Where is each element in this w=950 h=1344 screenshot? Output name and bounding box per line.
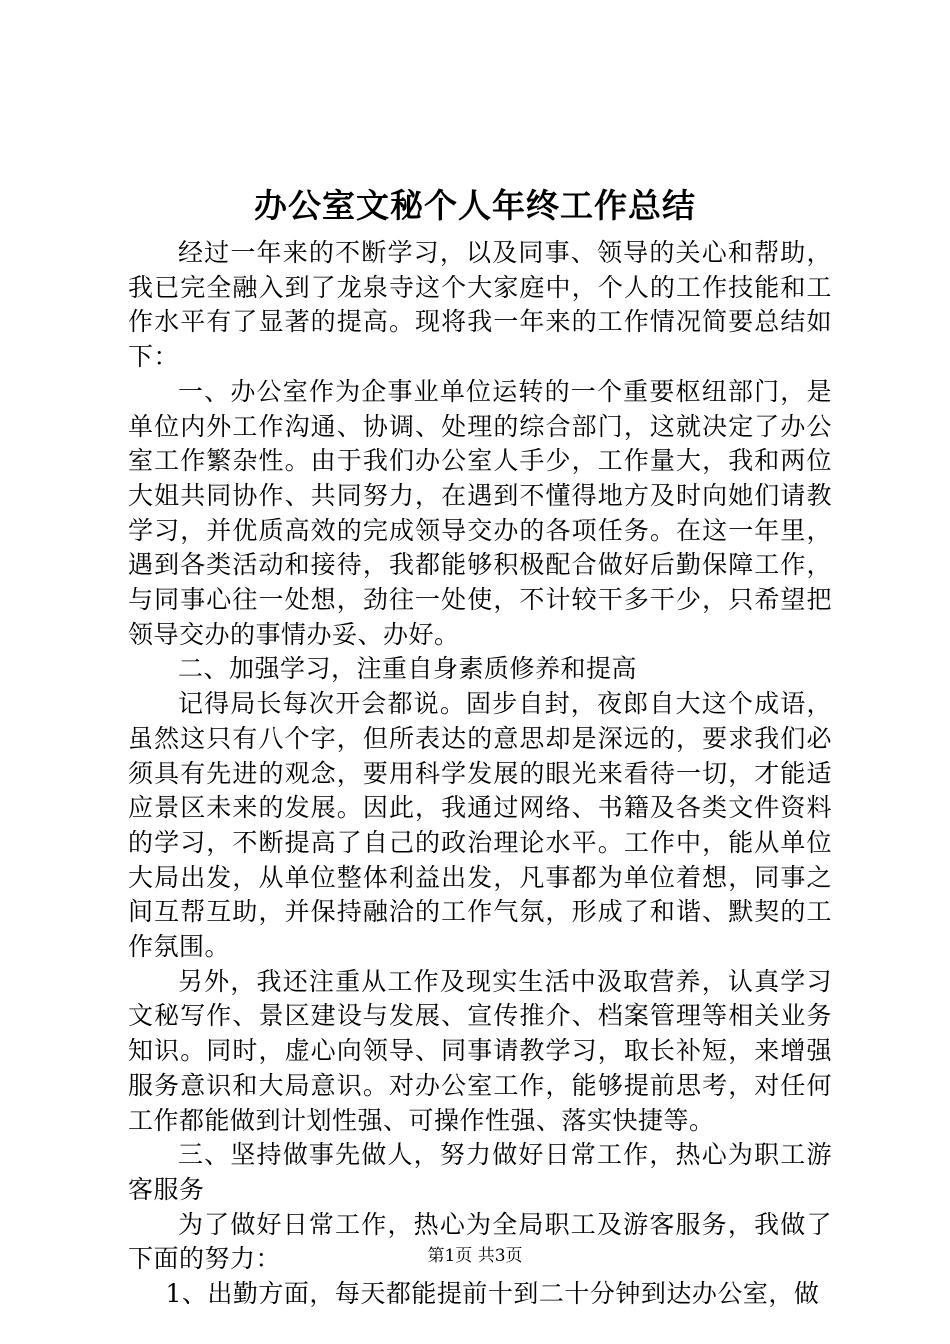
paragraph-intro: 经过一年来的不断学习，以及同事、领导的关心和帮助，我已完全融入到了龙泉寺这个大家庭中，个人的工作技能和工作水平有了显著的提高。现将我一年来的工作情况简要总结如下：: [128, 238, 832, 372]
paragraph-additional: 另外，我还注重从工作及现实生活中汲取营养，认真学习文秘写作、景区建设与发展、宣传推介、档案管理等相关业务知识。同时，虚心向领导、同事请教学习，取长补短，来增强服务意识和大局意识。对办公室工作，能够提前思考，对任何工作都能做到计划性强、可操作性强、落实快捷等。: [128, 966, 832, 1135]
document-body: [128, 236, 832, 1312]
page-footer: 第1页 共3页: [427, 1246, 523, 1266]
document-title: 办公室文秘个人年终工作总结: [254, 186, 696, 225]
paragraph-section-three-heading: 三、坚持做事先做人，努力做好日常工作，热心为职工游客服务: [128, 1140, 832, 1204]
paragraph-item-one: 1、出勤方面，每天都能提前十到二十分钟到达办公室，做: [165, 1279, 820, 1309]
paragraph-section-two-body: 记得局长每次开会都说。固步自封，夜郎自大这个成语，虽然这只有八个字，但所表达的意思却是深远的，要求我们必须具有先进的观念，要用科学发展的眼光来看待一切，才能适应景区未来的发展。因此，我通过网络、书籍及各类文件资料的学习，不断提高了自己的政治理论水平。工作中，能从单位大局出发，从单位整体利益出发，凡事都为单位着想，同事之间互帮互助，并保持融洽的工作气氛，形成了和谐、默契的工作氛围。: [128, 689, 832, 962]
paragraph-section-one: 一、办公室作为企事业单位运转的一个重要枢纽部门，是单位内外工作沟通、协调、处理的综合部门，这就决定了办公室工作繁杂性。由于我们办公室人手少，工作量大，我和两位大姐共同协作、共同努力，在遇到不懂得地方及时向她们请教学习，并优质高效的完成领导交办的各项任务。在这一年里，遇到各类活动和接待，我都能够积极配合做好后勤保障工作，与同事心往一处想，劲往一处使，不计较干多干少，只希望把领导交办的事情办妥、办好。: [128, 376, 832, 649]
paragraph-section-three-intro: 为了做好日常工作，热心为全局职工及游客服务，我做了下面的努力：: [128, 1209, 832, 1274]
paragraph-section-two-heading: 二、加强学习，注重自身素质修养和提高: [178, 654, 638, 684]
